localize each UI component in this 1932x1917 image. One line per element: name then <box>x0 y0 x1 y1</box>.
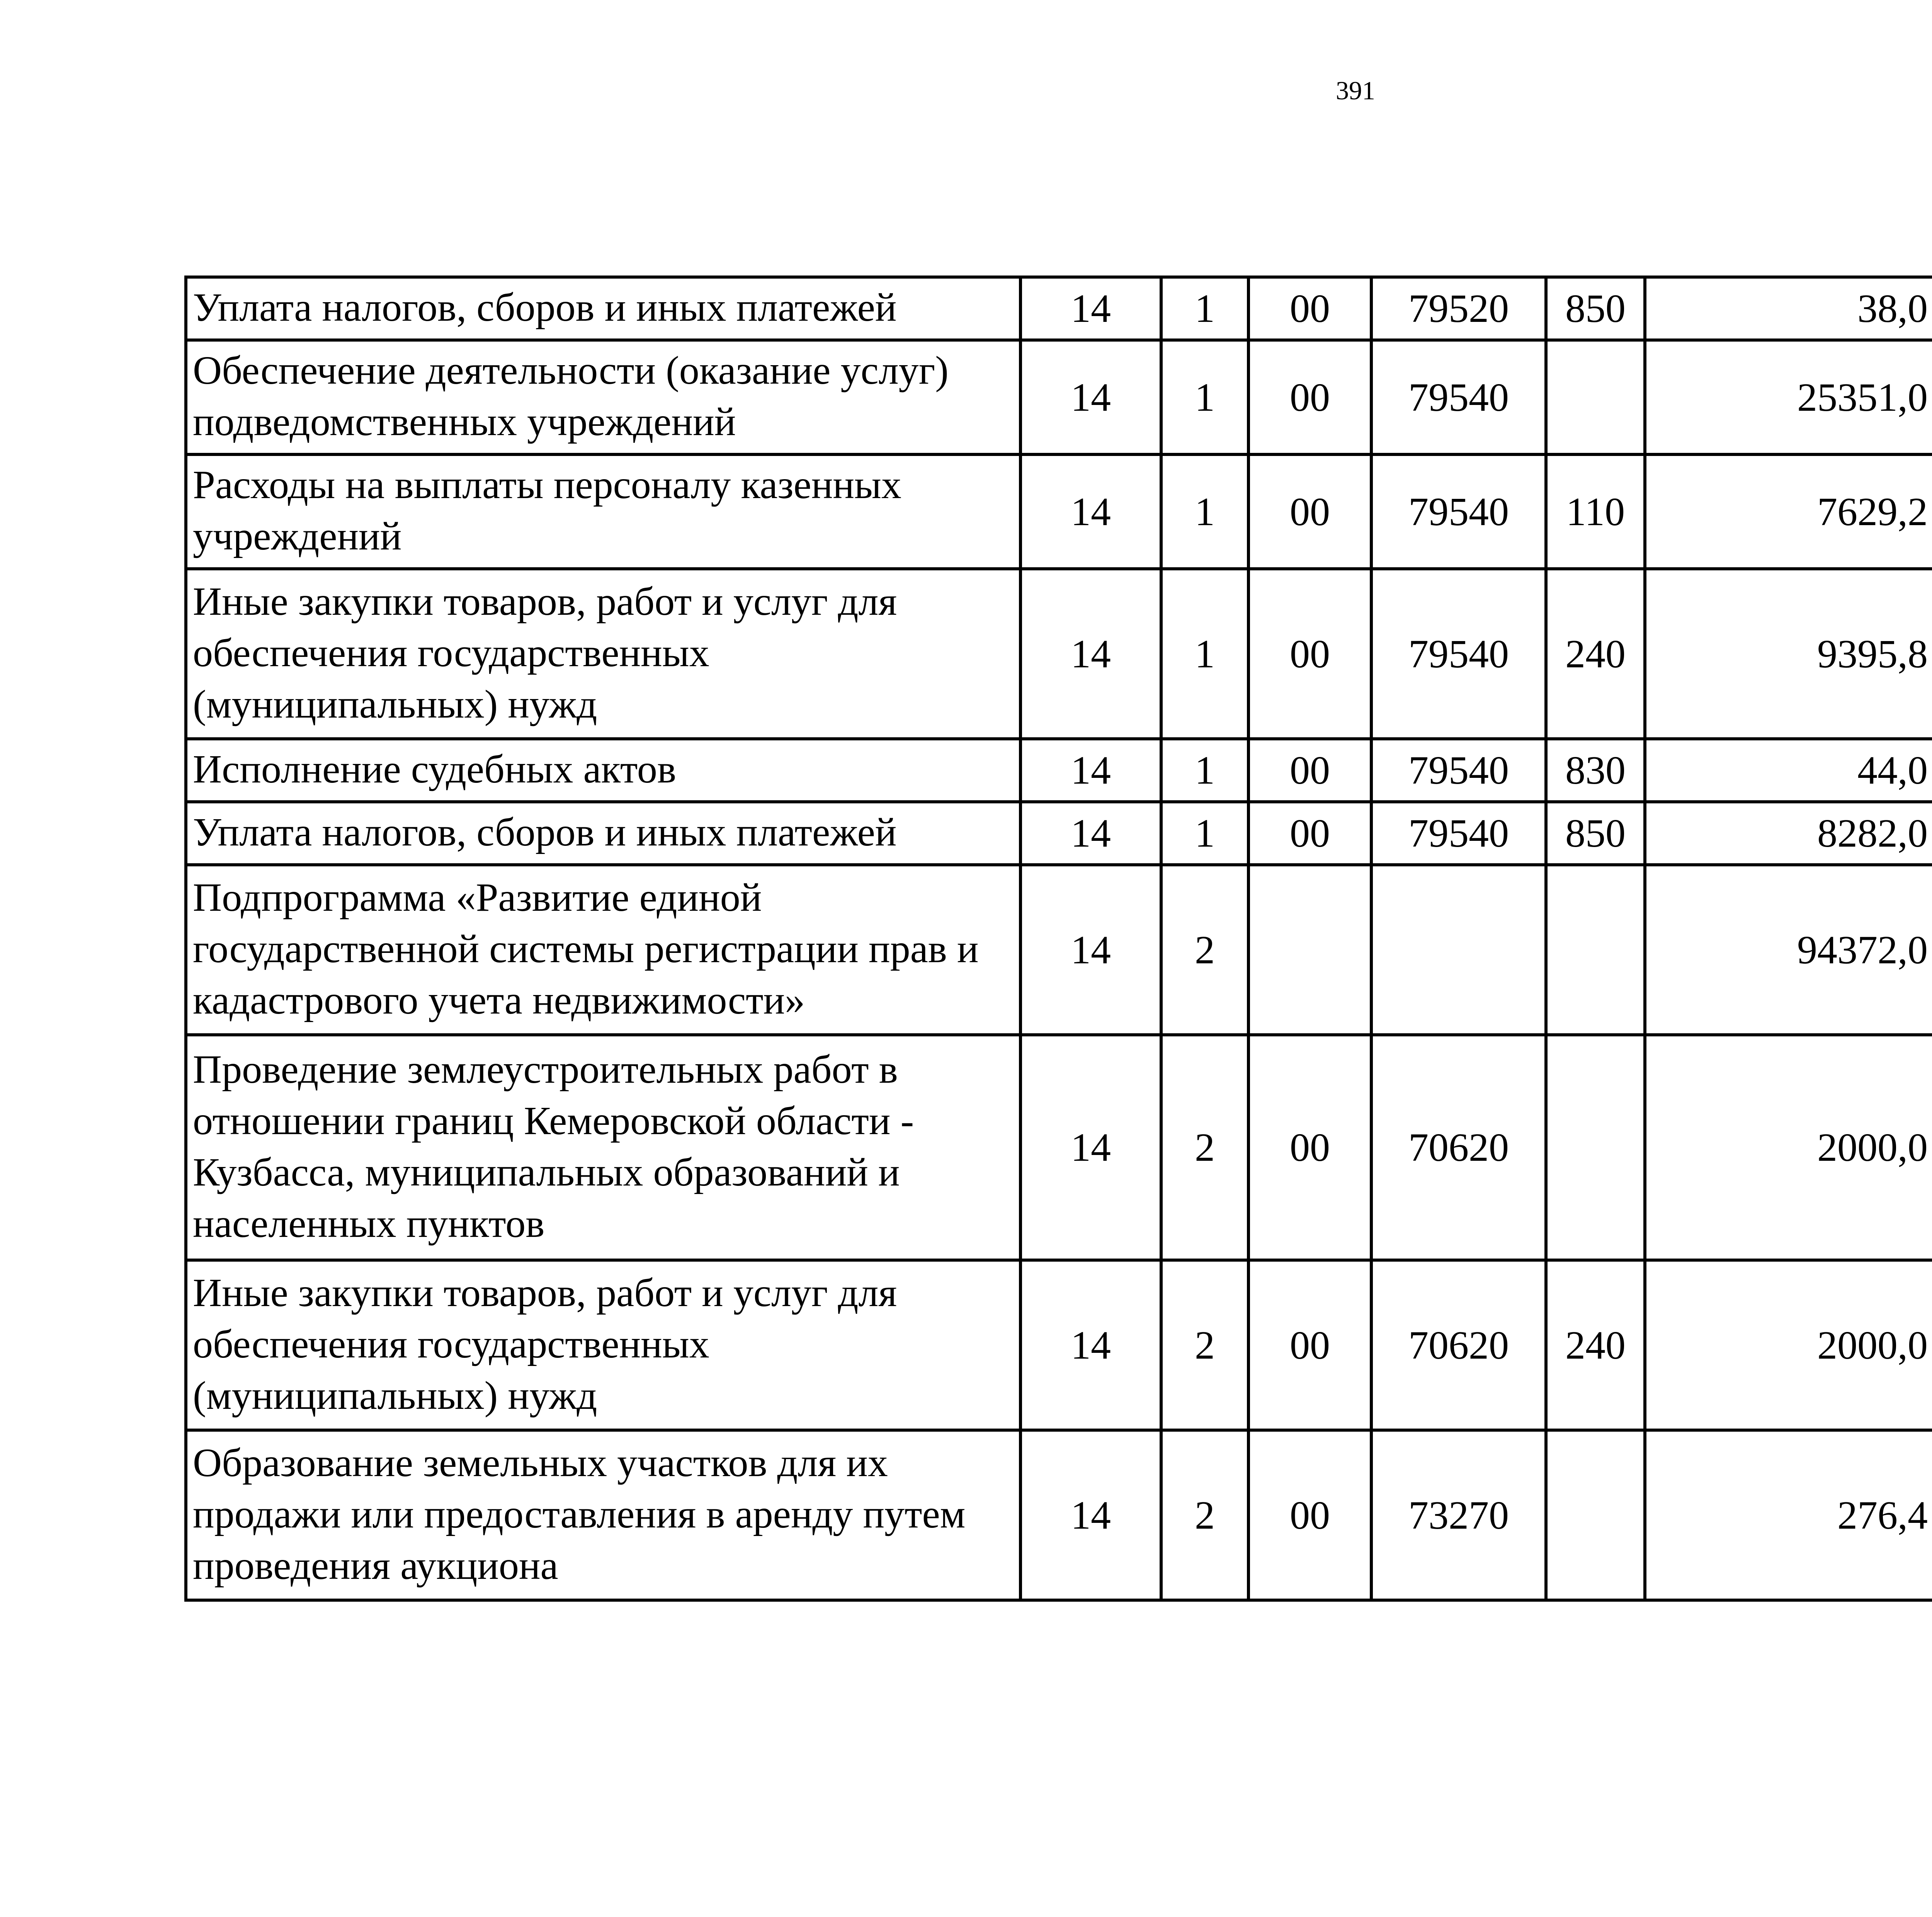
target-code <box>1371 865 1546 1035</box>
target-code: 73270 <box>1371 1430 1546 1600</box>
subsection-code: 2 <box>1161 865 1248 1035</box>
program-code: 00 <box>1248 340 1371 454</box>
subsection-code: 1 <box>1161 454 1248 569</box>
expense-type-code <box>1546 1430 1645 1600</box>
budget-table <box>184 276 1932 1602</box>
row-name: Образование земельных участков для их продажи или предоставления в аренду путем проведения аукциона <box>186 1430 1020 1600</box>
table-row <box>186 454 1932 569</box>
row-name: Проведение землеустроительных работ в отношении границ Кемеровской области - Кузбасса, муниципальных образований и населенных пунктов <box>186 1035 1020 1260</box>
expense-type-code: 110 <box>1546 454 1645 569</box>
row-name: Уплата налогов, сборов и иных платежей <box>186 277 1020 340</box>
subsection-code: 2 <box>1161 1035 1248 1260</box>
table-row <box>186 277 1932 340</box>
row-name: Иные закупки товаров, работ и услуг для обеспечения государственных (муниципальных) нужд <box>186 569 1020 739</box>
row-name: Обеспечение деятельности (оказание услуг) подведомственных учреждений <box>186 340 1020 454</box>
expense-type-code: 240 <box>1546 569 1645 739</box>
target-code: 79540 <box>1371 802 1546 865</box>
row-name: Исполнение судебных актов <box>186 739 1020 802</box>
table-row <box>186 1035 1932 1260</box>
program-code: 00 <box>1248 1035 1371 1260</box>
amount-year-1: 276,4 <box>1645 1430 1932 1600</box>
amount-year-1: 9395,8 <box>1645 569 1932 739</box>
row-name: Уплата налогов, сборов и иных платежей <box>186 802 1020 865</box>
target-code: 70620 <box>1371 1260 1546 1430</box>
table-row <box>186 569 1932 739</box>
subsection-code: 2 <box>1161 1430 1248 1600</box>
amount-year-1: 38,0 <box>1645 277 1932 340</box>
target-code: 79540 <box>1371 739 1546 802</box>
section-code: 14 <box>1020 277 1161 340</box>
subsection-code: 1 <box>1161 277 1248 340</box>
amount-year-1: 2000,0 <box>1645 1035 1932 1260</box>
section-code: 14 <box>1020 1035 1161 1260</box>
subsection-code: 1 <box>1161 569 1248 739</box>
section-code: 14 <box>1020 1260 1161 1430</box>
amount-year-1: 8282,0 <box>1645 802 1932 865</box>
section-code: 14 <box>1020 739 1161 802</box>
program-code: 00 <box>1248 569 1371 739</box>
row-name: Подпрограмма «Развитие единой государственной системы регистрации прав и кадастрового учета недвижимости» <box>186 865 1020 1035</box>
expense-type-code <box>1546 340 1645 454</box>
section-code: 14 <box>1020 454 1161 569</box>
program-code: 00 <box>1248 802 1371 865</box>
amount-year-1: 94372,0 <box>1645 865 1932 1035</box>
page-number: 391 <box>1336 76 1375 105</box>
program-code <box>1248 865 1371 1035</box>
row-name: Иные закупки товаров, работ и услуг для обеспечения государственных (муниципальных) нужд <box>186 1260 1020 1430</box>
table-row <box>186 739 1932 802</box>
section-code: 14 <box>1020 1430 1161 1600</box>
expense-type-code <box>1546 865 1645 1035</box>
target-code: 79540 <box>1371 454 1546 569</box>
section-code: 14 <box>1020 865 1161 1035</box>
program-code: 00 <box>1248 1430 1371 1600</box>
target-code: 79520 <box>1371 277 1546 340</box>
expense-type-code: 240 <box>1546 1260 1645 1430</box>
amount-year-1: 44,0 <box>1645 739 1932 802</box>
expense-type-code <box>1546 1035 1645 1260</box>
table-row <box>186 340 1932 454</box>
subsection-code: 1 <box>1161 739 1248 802</box>
target-code: 79540 <box>1371 569 1546 739</box>
section-code: 14 <box>1020 340 1161 454</box>
section-code: 14 <box>1020 802 1161 865</box>
subsection-code: 1 <box>1161 340 1248 454</box>
expense-type-code: 830 <box>1546 739 1645 802</box>
table-row <box>186 1260 1932 1430</box>
table-row <box>186 802 1932 865</box>
program-code: 00 <box>1248 454 1371 569</box>
target-code: 70620 <box>1371 1035 1546 1260</box>
subsection-code: 1 <box>1161 802 1248 865</box>
section-code: 14 <box>1020 569 1161 739</box>
program-code: 00 <box>1248 277 1371 340</box>
expense-type-code: 850 <box>1546 277 1645 340</box>
table-row <box>186 1430 1932 1600</box>
program-code: 00 <box>1248 1260 1371 1430</box>
target-code: 79540 <box>1371 340 1546 454</box>
row-name: Расходы на выплаты персоналу казенных учреждений <box>186 454 1020 569</box>
subsection-code: 2 <box>1161 1260 1248 1430</box>
amount-year-1: 2000,0 <box>1645 1260 1932 1430</box>
amount-year-1: 25351,0 <box>1645 340 1932 454</box>
amount-year-1: 7629,2 <box>1645 454 1932 569</box>
program-code: 00 <box>1248 739 1371 802</box>
expense-type-code: 850 <box>1546 802 1645 865</box>
table-row <box>186 865 1932 1035</box>
